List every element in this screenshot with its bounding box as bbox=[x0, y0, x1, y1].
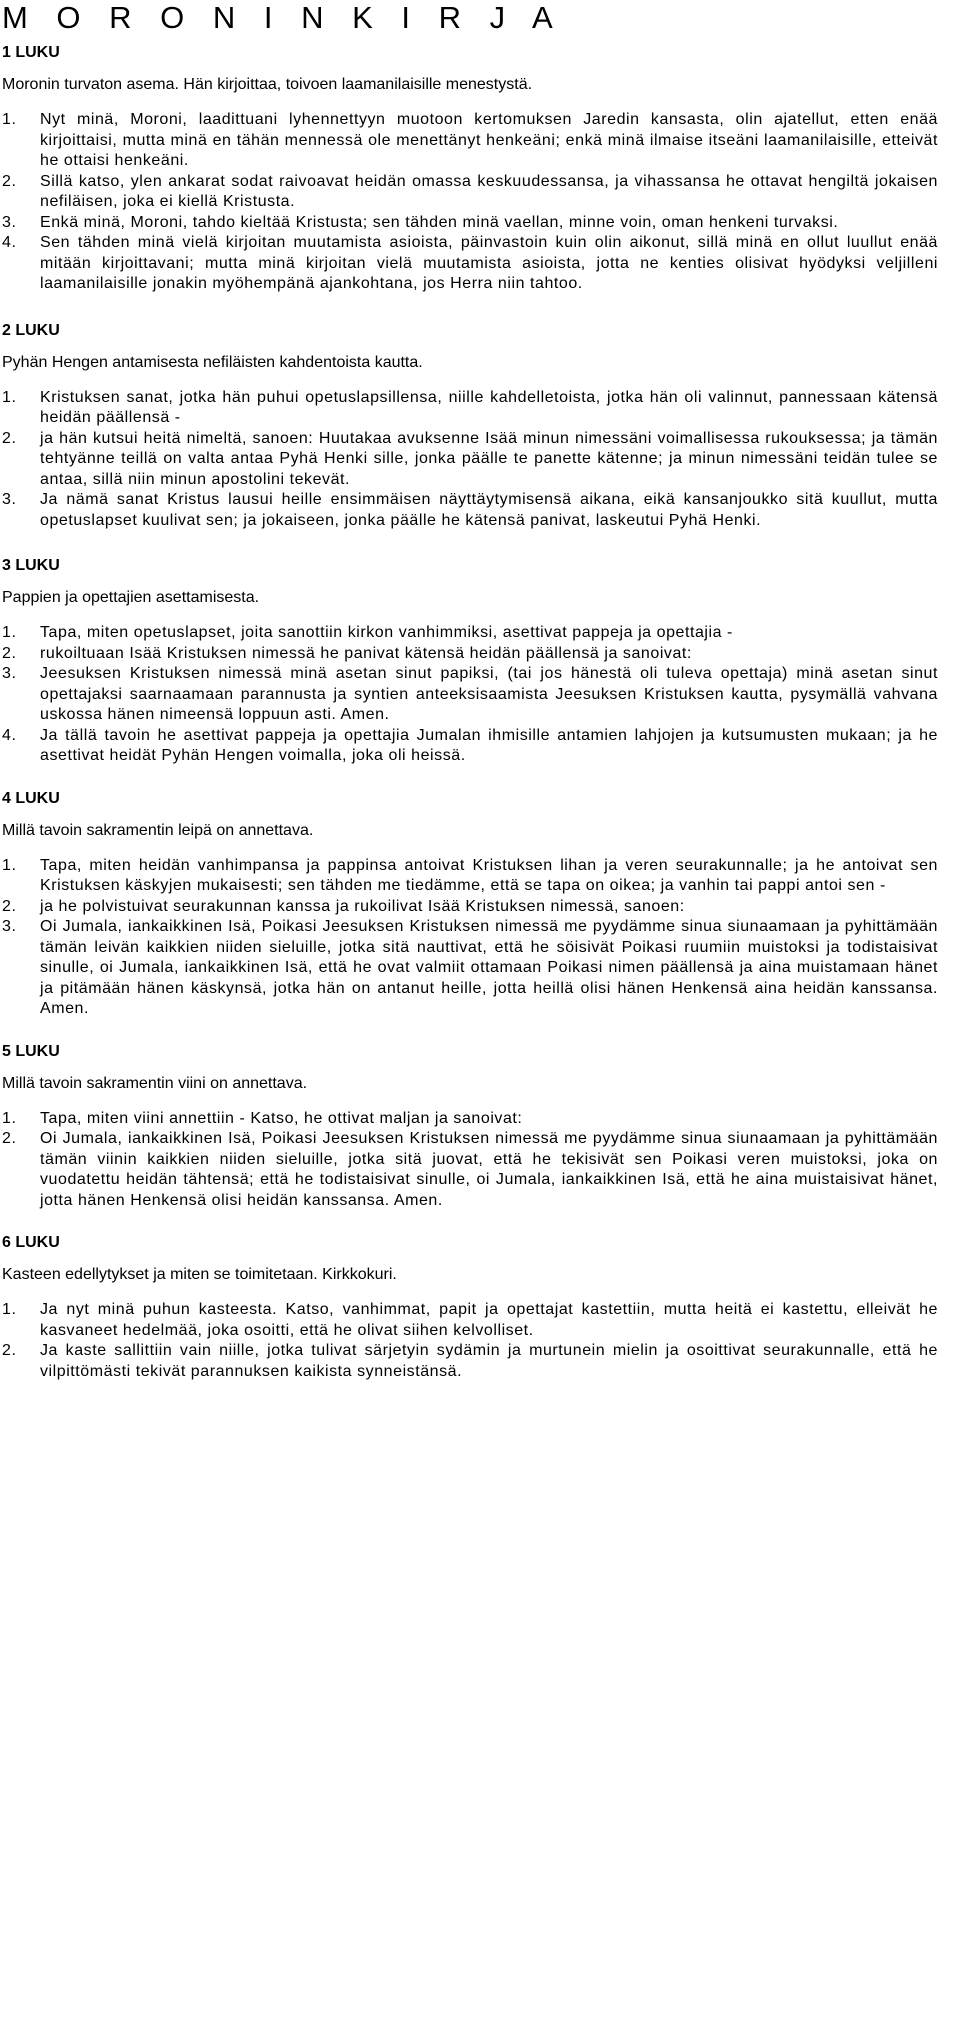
verse-number: 3. bbox=[2, 213, 17, 231]
verse-text: Ja nyt minä puhun kasteesta. Katso, vanhimmat, papit ja opettajat kastettiin, mutta heitä ei kastettu, elleivät he kasvaneet hedelmää, joka osoitti, että he olivat siihen kelvolliset. bbox=[40, 1301, 938, 1339]
verse-number: 2. bbox=[2, 644, 17, 662]
verse-text: Tapa, miten heidän vanhimpansa ja pappinsa antoivat Kristuksen lihan ja veren seurakunnalle; ja he antoivat sen Kristuksen käskyjen mukaisesti; sen tähden me tiedämme, että se tapa on oikea; ja vanhin tai pappi antoi sen - bbox=[40, 856, 938, 894]
verse-text: Jeesuksen Kristuksen nimessä minä asetan sinut papiksi, (tai jos hänestä oli tuleva opettaja) minä asetan sinut opettajaksi saarnaamaan parannusta ja syntien anteeksisaamista Jeesuksen Kristuksen kautta, pysymällä vahvana uskossa hänen nimeensä loppuun asti. Amen. bbox=[40, 665, 938, 723]
verse-number: 1. bbox=[2, 856, 17, 874]
verse-number: 3. bbox=[2, 491, 17, 508]
verse bbox=[2, 172, 938, 213]
verse-number: 2. bbox=[2, 897, 17, 915]
verse-text: Ja tällä tavoin he asettivat pappeja ja opettajia Jumalan ihmisille antamien lahjojen ja kutsumusten mukaan; ja he asettivat heidät Pyhän Hengen voimalla, joka oli heissä. bbox=[40, 726, 938, 764]
verse-text: Tapa, miten viini annettiin - Katso, he ottivat maljan ja sanoivat: bbox=[40, 1109, 523, 1127]
verse-number: 1. bbox=[2, 624, 17, 641]
verse-number: 2. bbox=[2, 172, 17, 190]
verse bbox=[2, 1341, 938, 1382]
verse-list bbox=[2, 1109, 938, 1212]
chapter-summary: Millä tavoin sakramentin viini on annettava. bbox=[2, 1074, 308, 1092]
verse-number: 1. bbox=[2, 111, 17, 128]
verse-number: 4. bbox=[2, 234, 17, 251]
chapter-summary: Moronin turvaton asema. Hän kirjoittaa, toivoen laamanilaisille menestystä. bbox=[2, 76, 533, 93]
chapter-summary: Kasteen edellytykset ja miten se toimitetaan. Kirkkokuri. bbox=[2, 1266, 397, 1283]
verse-text: ja hän kutsui heitä nimeltä, sanoen: Huutakaa avuksenne Isää minun nimessäni voimallisessa rukouksessa; ja tämän tehtyänne teillä on valta antaa Pyhä Henki sille, jonka päälle te panette kätenne; ja minun nimessäni teidän tulee se antaa, sillä niin minun apostolini tekevät. bbox=[40, 429, 938, 488]
verse bbox=[2, 110, 938, 172]
verse bbox=[2, 623, 938, 644]
chapter-3 bbox=[2, 555, 938, 767]
verse bbox=[2, 897, 938, 918]
verse bbox=[2, 856, 938, 897]
verse-list bbox=[2, 856, 938, 1020]
verse-number: 1. bbox=[2, 388, 17, 406]
verse-list bbox=[2, 623, 938, 767]
chapter-1 bbox=[2, 42, 938, 295]
verse bbox=[2, 1300, 938, 1341]
verse-number: 2. bbox=[2, 1342, 17, 1359]
verse-text: Ja nämä sanat Kristus lausui heille ensimmäisen näyttäytymisensä aikana, eikä kansanjoukko sitä kuullut, mutta opetuslapset kuulivat sen; ja jokaiseen, jonka päälle he kätensä panivat, laskeutui Pyhä Henki. bbox=[40, 491, 938, 529]
verse-text: rukoiltuaan Isää Kristuksen nimessä he panivat kätensä heidän päällensä ja sanoivat: bbox=[40, 644, 692, 662]
verse-text: Tapa, miten opetuslapset, joita sanottiin kirkon vanhimmiksi, asettivat pappeja ja opettajia - bbox=[40, 624, 733, 641]
verse bbox=[2, 664, 938, 726]
chapter-5 bbox=[2, 1041, 938, 1212]
verse bbox=[2, 213, 938, 234]
verse bbox=[2, 1129, 938, 1211]
chapter-heading: 3 LUKU bbox=[2, 557, 60, 574]
verse-number: 2. bbox=[2, 429, 17, 447]
document-title: M O R O N I N K I R J A bbox=[2, 0, 563, 35]
verse-text: Ja kaste sallittiin vain niille, jotka tulivat särjetyin sydämin ja murtunein mielin ja osoittivat seurakunnalle, että he vilpittömästi tekivät parannuksen kaikista synneistänsä. bbox=[40, 1342, 938, 1380]
chapter-summary: Pyhän Hengen antamisesta nefiläisten kahdentoista kautta. bbox=[2, 353, 423, 371]
verse bbox=[2, 490, 938, 531]
verse-text: Nyt minä, Moroni, laadittuani lyhennettyyn muotoon kertomuksen Jaredin kansasta, olin ajatellut, etten enää kirjoittaisi, mutta minä en tähän mennessä ole menettänyt henkeäni; enkä minä ilmaise itseäni laamanilaisille, etteivät he ottaisi henkeäni. bbox=[40, 111, 938, 169]
chapter-summary: Millä tavoin sakramentin leipä on annettava. bbox=[2, 821, 314, 839]
verse-list bbox=[2, 388, 938, 532]
verse-list bbox=[2, 110, 938, 295]
chapter-4 bbox=[2, 788, 938, 1020]
verse bbox=[2, 429, 938, 491]
chapters-container bbox=[2, 42, 938, 1382]
verse-number: 1. bbox=[2, 1301, 17, 1318]
verse-number: 4. bbox=[2, 726, 17, 744]
verse bbox=[2, 644, 938, 665]
verse-text: Oi Jumala, iankaikkinen Isä, Poikasi Jeesuksen Kristuksen nimessä me pyydämme sinua siunaamaan ja pyhittämään tämän leivän kaikkien niiden sieluille, jotka sitä nauttivat, että he söisivät Poikasi ruumiin muistoksi ja todistaisivat sinulle, oi Jumala, iankaikkinen Isä, että he ovat valmiit ottamaan Poikasi nimen päällensä ja aina muistamaan hänet ja pitämään hänen käskynsä, jotka hän on antanut heille, jotta heillä olisi hänen Henkensä aina heidän kanssansa. Amen. bbox=[40, 918, 938, 1017]
verse bbox=[2, 233, 938, 295]
verse-number: 1. bbox=[2, 1109, 17, 1127]
verse-number: 2. bbox=[2, 1130, 17, 1147]
chapter-heading: 4 LUKU bbox=[2, 789, 60, 807]
verse-text: Sillä katso, ylen ankarat sodat raivoavat heidän omassa keskuudessansa, ja vihassansa he ottavat hengiltä jokaisen nefiläisen, joka ei kiellä Kristusta. bbox=[40, 172, 938, 210]
verse bbox=[2, 388, 938, 429]
verse-number: 3. bbox=[2, 918, 17, 935]
verse bbox=[2, 726, 938, 767]
verse-text: Kristuksen sanat, jotka hän puhui opetuslapsillensa, niille kahdelletoista, jotka hän oli valinnut, pannessaan kätensä heidän päällensä - bbox=[40, 388, 938, 426]
verse-text: Sen tähden minä vielä kirjoitan muutamista asioista, päinvastoin kuin olin aikonut, sillä minä en ollut luullut enää mitään kirjoittavani; mutta minä kirjoitan vielä muutamista asioista, jotta ne kenties olisivat hyödyksi veljilleni laamanilaisille jonakin myöhempänä ajankohtana, jos Herra niin tahtoo. bbox=[40, 234, 938, 292]
chapter-2 bbox=[2, 320, 938, 532]
chapter-heading: 2 LUKU bbox=[2, 321, 60, 339]
verse bbox=[2, 917, 938, 1020]
chapter-summary: Pappien ja opettajien asettamisesta. bbox=[2, 589, 260, 606]
chapter-heading: 6 LUKU bbox=[2, 1234, 60, 1251]
chapter-heading: 1 LUKU bbox=[2, 44, 60, 61]
verse-list bbox=[2, 1300, 938, 1382]
verse bbox=[2, 1109, 938, 1130]
verse-text: Oi Jumala, iankaikkinen Isä, Poikasi Jeesuksen Kristuksen nimessä me pyydämme sinua siunaamaan ja pyhittämään tämän viinin kaikkien niiden sieluille, jotka sitä juovat, että he tekisivät sen Poikasi veren muistoksi, joka on vuodatettu heidän tähtensä; että he todistaisivat sinulle, oi Jumala, iankaikkinen Isä, että he aina muistaisivat hänet, jotta hänen Henkensä olisi heidän kanssansa. Amen. bbox=[40, 1130, 938, 1209]
chapter-6 bbox=[2, 1232, 938, 1382]
verse-number: 3. bbox=[2, 665, 17, 682]
verse-text: Enkä minä, Moroni, tahdo kieltää Kristusta; sen tähden minä vaellan, minne voin, oman henkeni turvaksi. bbox=[40, 213, 839, 231]
chapter-heading: 5 LUKU bbox=[2, 1042, 60, 1060]
verse-text: ja he polvistuivat seurakunnan kanssa ja rukoilivat Isää Kristuksen nimessä, sanoen: bbox=[40, 897, 685, 915]
